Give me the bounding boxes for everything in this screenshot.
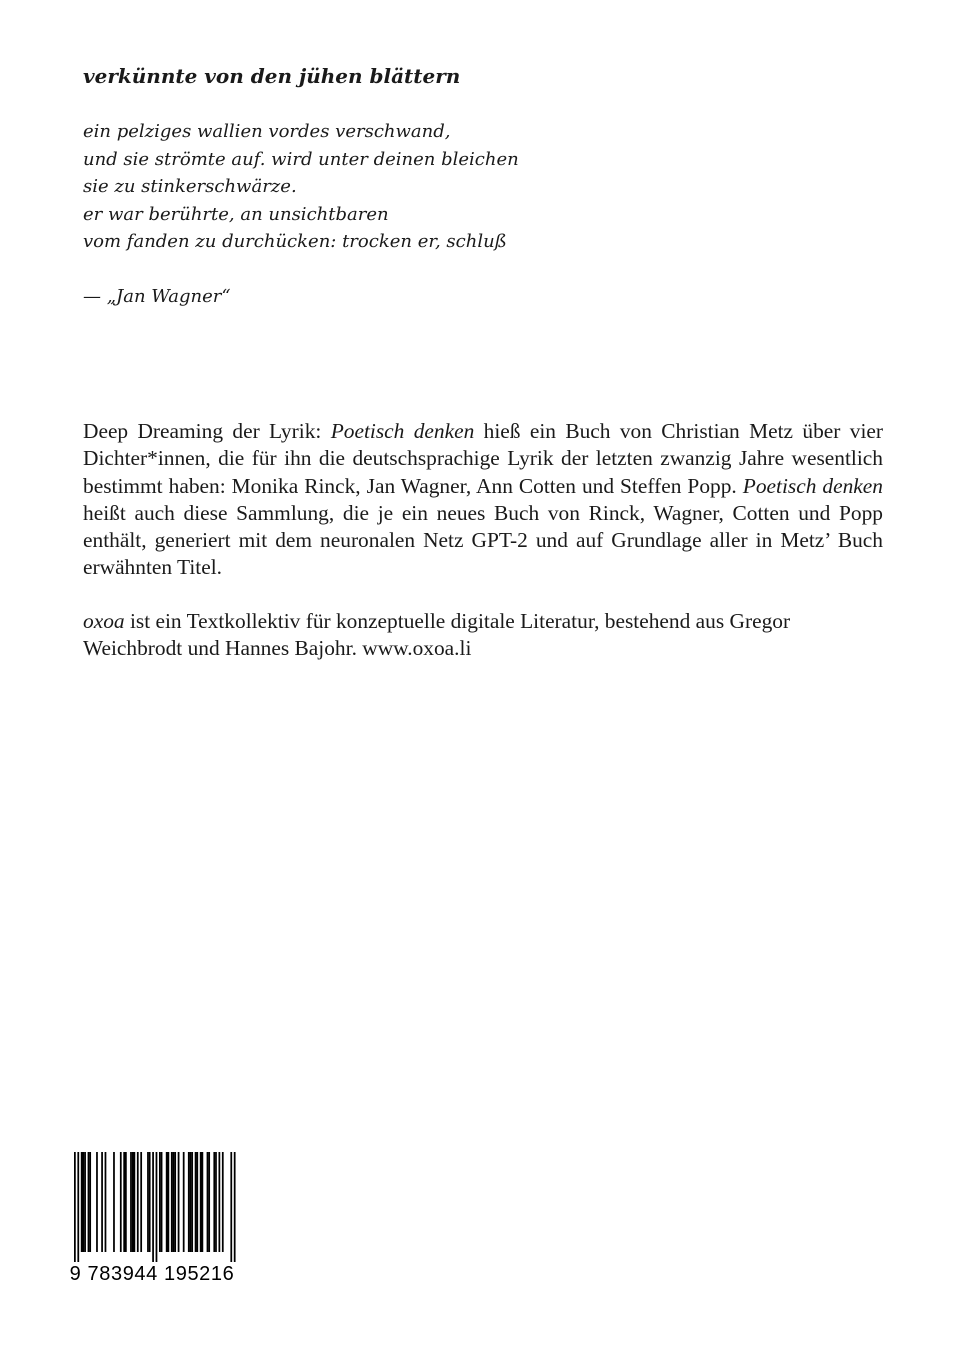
barcode-bar [178, 1152, 180, 1252]
barcode-bar [208, 1152, 210, 1252]
barcode-bar [230, 1152, 232, 1262]
barcode-bar [200, 1152, 202, 1252]
barcode-bar [190, 1152, 192, 1252]
barcode-bar [137, 1152, 139, 1252]
poem-attribution: — „Jan Wagner“ [83, 286, 231, 307]
barcode-bar [174, 1152, 176, 1252]
barcode-bar [81, 1152, 83, 1252]
barcode-bar [101, 1152, 103, 1252]
barcode-bar [132, 1152, 134, 1252]
isbn-barcode [64, 1152, 240, 1286]
barcode-bar [83, 1152, 85, 1252]
barcode-bar [152, 1152, 154, 1262]
barcode-bar [140, 1152, 142, 1252]
description-text: hieß ein Buch von Christian Metz über vier Dichter*innen, die für ihn die deutschsprachige Lyrik der letzten zwanzig Jahre wesentlich bestimmt haben: Monika Rinck, Jan Wagner, Ann Cotten und Steffen Popp. [83, 419, 884, 498]
barcode-bar [74, 1152, 76, 1262]
barcode-bar [207, 1152, 209, 1252]
barcode-bar [149, 1152, 151, 1252]
barcode-bar [161, 1152, 163, 1252]
barcode-bar [168, 1152, 170, 1252]
barcode-bar [147, 1152, 149, 1252]
collective-name: oxoa [83, 609, 125, 633]
barcode-bar [123, 1152, 125, 1252]
barcode-bar [188, 1152, 190, 1252]
poem-line: und sie strömte auf. wird unter deinen bleichen [83, 148, 519, 170]
barcode-bars [64, 1152, 240, 1262]
barcode-bar [219, 1152, 221, 1252]
barcode-bar [156, 1152, 158, 1262]
book-title-reference: Poetisch denken [330, 419, 475, 443]
barcode-bar [215, 1152, 217, 1252]
barcode-bar [183, 1152, 185, 1252]
collective-url[interactable]: www.oxoa.li [362, 636, 472, 661]
description-text: Deep Dreaming der Lyrik: [83, 419, 331, 443]
barcode-bar [195, 1152, 197, 1252]
book-title-reference: Poetisch denken [742, 473, 883, 498]
barcode-bar [191, 1152, 193, 1252]
poem-body [83, 118, 883, 256]
book-description [83, 418, 883, 582]
barcode-bar [88, 1152, 90, 1252]
barcode-bar [213, 1152, 215, 1252]
collective-description [83, 608, 883, 663]
barcode-bar [130, 1152, 132, 1252]
barcode-bar [120, 1152, 122, 1252]
barcode-bar [96, 1152, 98, 1252]
description-text: heißt auch diese Sammlung, die je ein neues Buch von Rinck, Wagner, Cotten und Popp enthält, generiert mit dem neuronalen Netz GPT-2 und auf Grundlage aller in Metz’ Buch erwähnten Titel. [83, 500, 883, 580]
barcode-bar [222, 1152, 224, 1252]
poem-line: er war berührte, an unsichtbaren [83, 203, 389, 225]
barcode-bar [196, 1152, 198, 1252]
barcode-bar [202, 1152, 204, 1252]
barcode-bar [173, 1152, 175, 1252]
collective-text: ist ein Textkollektiv für konzeptuelle digitale Literatur, bestehend aus Gregor Weichbrodt und Hannes Bajohr. [83, 609, 791, 661]
barcode-bar [166, 1152, 168, 1252]
barcode-bar [113, 1152, 115, 1252]
barcode-bar [84, 1152, 86, 1252]
poem-line: vom fanden zu durchücken: trocken er, schluß [83, 231, 507, 252]
barcode-bar [77, 1152, 79, 1262]
barcode-bar [159, 1152, 161, 1252]
poem-title: verkünnte von den jühen blättern [83, 64, 461, 88]
poem-line: sie zu stinkerschwärze. [83, 176, 297, 197]
barcode-bar [89, 1152, 91, 1252]
barcode-bar [125, 1152, 127, 1252]
barcode-bar [171, 1152, 173, 1252]
poem-line: ein pelziges wallien vordes verschwand, [83, 121, 451, 142]
barcode-bar [134, 1152, 136, 1252]
barcode-bar [105, 1152, 107, 1252]
isbn-digits: 9 783944 195216 [69, 1263, 235, 1285]
barcode-bar [234, 1152, 236, 1262]
